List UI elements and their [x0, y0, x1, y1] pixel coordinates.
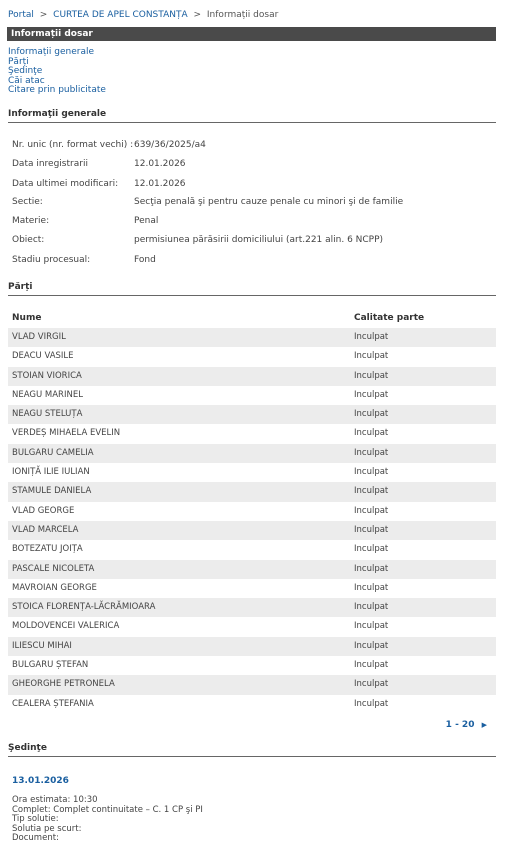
party-name: BULGARU ȘTEFAN	[12, 660, 89, 671]
info-value: 12.01.2026	[134, 179, 186, 189]
breadcrumb-current: Informații dosar	[206, 10, 279, 20]
parti-table	[8, 328, 496, 714]
section-title-general: Informaţii generale	[8, 109, 496, 123]
breadcrumb	[8, 10, 278, 20]
sedinta-solutie: Solutia pe scurt:	[12, 823, 82, 834]
sedinta-ora: Ora estimata: 10:30	[12, 795, 98, 805]
nav-link-cai-atac[interactable]: Căi atac	[8, 75, 45, 86]
party-name: VLAD MARCELA	[12, 524, 79, 535]
party-name: ILIESCU MIHAI	[12, 640, 72, 651]
party-role: Inculpat	[354, 428, 389, 439]
party-name: MAVROIAN GEORGE	[12, 582, 97, 593]
table-row	[8, 328, 496, 347]
table-row	[8, 386, 496, 405]
breadcrumb-separator: >	[193, 10, 202, 20]
party-name: BULGARU CAMELIA	[12, 447, 94, 458]
info-label: Stadiu procesual:	[12, 255, 91, 265]
table-row	[8, 347, 496, 366]
party-role: Inculpat	[354, 505, 389, 516]
party-role: Inculpat	[354, 602, 389, 613]
party-name: STAMULE DANIELA	[12, 486, 92, 497]
table-row	[8, 444, 496, 463]
table-row	[8, 502, 496, 521]
column-header-name: Nume	[12, 313, 42, 323]
info-label: Nr. unic (nr. format vechi) :	[12, 140, 134, 150]
info-label: Materie:	[12, 216, 50, 226]
party-name: NEAGU STELUȚA	[12, 409, 83, 420]
party-name: VLAD GEORGE	[12, 505, 75, 516]
sedinta-document: Document:	[12, 833, 59, 843]
party-role: Inculpat	[354, 389, 389, 400]
party-name: GHEORGHE PETRONELA	[12, 679, 115, 690]
nav-link-parti[interactable]: Părți	[8, 56, 29, 67]
party-role: Inculpat	[354, 698, 389, 709]
table-row	[8, 560, 496, 579]
table-row	[8, 463, 496, 482]
section-nav	[8, 48, 106, 96]
table-row	[8, 579, 496, 598]
info-label: Sectie:	[12, 197, 43, 207]
party-role: Inculpat	[354, 621, 389, 632]
party-role: Inculpat	[354, 370, 389, 381]
party-role: Inculpat	[354, 544, 389, 555]
party-name: MOLDOVENCEI VALERICA	[12, 621, 120, 632]
party-name: VLAD VIRGIL	[12, 332, 66, 342]
party-name: PASCALE NICOLETA	[12, 563, 95, 574]
info-value: 639/36/2025/a4	[134, 140, 206, 150]
section-title-sedinte: Şedinţe	[8, 743, 496, 757]
party-role: Inculpat	[354, 409, 389, 420]
page-title-bar: Informații dosar	[7, 27, 496, 41]
table-row	[8, 482, 496, 501]
info-label: Obiect:	[12, 235, 45, 245]
table-row	[8, 675, 496, 694]
party-name: DEACU VASILE	[12, 351, 74, 362]
party-role: Inculpat	[354, 467, 389, 478]
table-row	[8, 695, 496, 714]
party-name: IONIȚĂ ILIE IULIAN	[12, 467, 90, 478]
party-name: STOIAN VIORICA	[12, 370, 82, 381]
nav-link-citare[interactable]: Citare prin publicitate	[8, 85, 106, 95]
table-row	[8, 424, 496, 443]
sedinta-date: 13.01.2026	[12, 776, 69, 786]
info-value: Fond	[134, 255, 156, 265]
nav-link-general-info[interactable]: Informații generale	[8, 47, 94, 57]
sedinta-complet: Complet: Complet continuitate – C. 1 CP şi PI	[12, 804, 203, 815]
info-value: Penal	[134, 216, 159, 226]
breadcrumb-separator: >	[39, 10, 48, 20]
party-name: BOTEZATU JOIȚA	[12, 544, 83, 555]
party-name: VERDEȘ MIHAELA EVELIN	[12, 428, 121, 439]
table-row	[8, 598, 496, 617]
table-row	[8, 656, 496, 675]
party-role: Inculpat	[354, 351, 389, 362]
table-row	[8, 540, 496, 559]
info-label: Data ultimei modificari:	[12, 179, 119, 189]
party-role: Inculpat	[354, 582, 389, 593]
triangle-right-icon[interactable]: ▶	[481, 721, 487, 729]
party-role: Inculpat	[354, 524, 389, 535]
breadcrumb-portal-link[interactable]: Portal	[8, 10, 34, 20]
table-row	[8, 367, 496, 386]
info-value: permisiunea părăsirii domiciliului (art.221 alin. 6 NCPP)	[134, 235, 384, 245]
party-role: Inculpat	[354, 660, 389, 671]
party-name: NEAGU MARINEL	[12, 389, 83, 400]
party-role: Inculpat	[354, 332, 389, 342]
table-row	[8, 637, 496, 656]
pager-range: 1 - 20	[445, 720, 475, 730]
party-name: STOICA FLORENȚA-LĂCRĂMIOARA	[12, 602, 156, 613]
party-role: Inculpat	[354, 486, 389, 497]
party-role: Inculpat	[354, 640, 389, 651]
sedinta-details	[12, 796, 203, 844]
party-role: Inculpat	[354, 679, 389, 690]
sedinta-tip-solutie: Tip solutie:	[12, 814, 59, 824]
section-title-parti: Părți	[8, 282, 496, 296]
party-role: Inculpat	[354, 563, 389, 574]
breadcrumb-court-link[interactable]: CURTEA DE APEL CONSTANȚA	[53, 10, 188, 20]
info-label: Data inregistrarii	[12, 159, 88, 169]
nav-link-sedinte[interactable]: Şedinţe	[8, 66, 43, 76]
info-value: Secţia penală şi pentru cauze penale cu minori şi de familie	[134, 197, 404, 207]
column-header-role: Calitate parte	[354, 313, 425, 323]
table-row	[8, 521, 496, 540]
info-value: 12.01.2026	[134, 159, 186, 169]
table-row	[8, 617, 496, 636]
pager	[446, 720, 487, 730]
table-row	[8, 405, 496, 424]
party-role: Inculpat	[354, 447, 389, 458]
party-name: CEALERA ȘTEFANIA	[12, 698, 94, 709]
